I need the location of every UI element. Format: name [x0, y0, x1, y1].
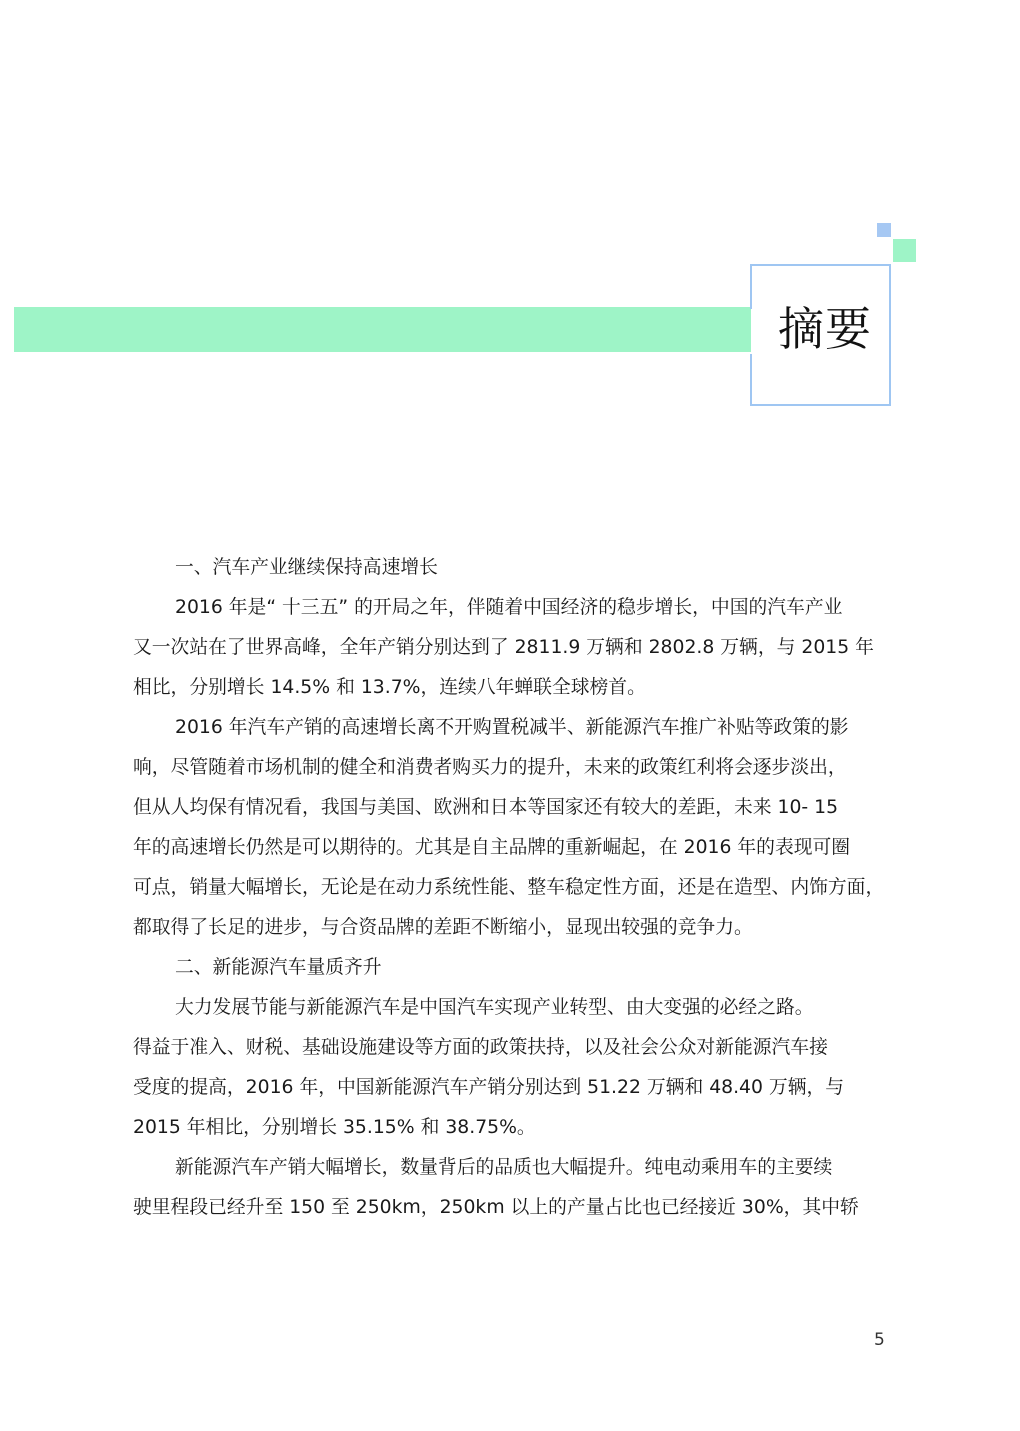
decorative-green-square	[893, 239, 916, 262]
paragraph-line: 新能源汽车产销大幅增长，数量背后的品质也大幅提升。纯电动乘用车的主要续	[175, 1157, 833, 1178]
page-title: 摘要	[778, 302, 872, 356]
paragraph-line: 年的高速增长仍然是可以期待的。尤其是自主品牌的重新崛起，在 2016 年的表现可圈	[133, 837, 851, 858]
section-heading-2: 二、新能源汽车量质齐升	[175, 957, 382, 978]
paragraph-line: 响，尽管随着市场机制的健全和消费者购买力的提升，未来的政策红利将会逐步淡出，	[133, 757, 847, 778]
paragraph-2	[133, 708, 889, 948]
paragraph-line: 但从人均保有情况看，我国与美国、欧洲和日本等国家还有较大的差距，未来 10- 15	[133, 797, 839, 818]
paragraph-line: 又一次站在了世界高峰，全年产销分别达到了 2811.9 万辆和 2802.8 万辆，与 2015 年	[133, 637, 874, 658]
paragraph-line: 2016 年汽车产销的高速增长离不开购置税减半、新能源汽车推广补贴等政策的影	[175, 717, 849, 738]
paragraph-line: 都取得了长足的进步，与合资品牌的差距不断缩小，显现出较强的竞争力。	[133, 917, 753, 938]
paragraph-line: 大力发展节能与新能源汽车是中国汽车实现产业转型、由大变强的必经之路。	[175, 997, 814, 1018]
paragraph-line: 得益于准入、财税、基础设施建设等方面的政策扶持，以及社会公众对新能源汽车接	[133, 1037, 828, 1058]
paragraph-1	[133, 588, 889, 708]
paragraph-3	[133, 988, 889, 1148]
paragraph-line: 驶里程段已经升至 150 至 250km，250km 以上的产量占比也已经接近 30%，其中轿	[133, 1197, 859, 1218]
paragraph-line: 可点，销量大幅增长，无论是在动力系统性能、整车稳定性方面，还是在造型、内饰方面，	[133, 877, 885, 898]
paragraph-line: 受度的提高，2016 年，中国新能源汽车产销分别达到 51.22 万辆和 48.40 万辆，与	[133, 1077, 845, 1098]
paragraph-line: 2016 年是“ 十三五” 的开局之年，伴随着中国经济的稳步增长，中国的汽车产业	[175, 597, 843, 618]
paragraph-line: 相比，分别增长 14.5% 和 13.7%，连续八年蝉联全球榜首。	[133, 677, 646, 698]
document-body	[133, 548, 889, 1228]
title-accent-bar	[14, 307, 751, 352]
paragraph-4	[133, 1148, 889, 1228]
section-heading-1: 一、汽车产业继续保持高速增长	[175, 557, 438, 578]
decorative-blue-square	[877, 223, 891, 237]
page-number: 5	[874, 1330, 885, 1350]
paragraph-line: 2015 年相比，分别增长 35.15% 和 38.75%。	[133, 1117, 536, 1138]
